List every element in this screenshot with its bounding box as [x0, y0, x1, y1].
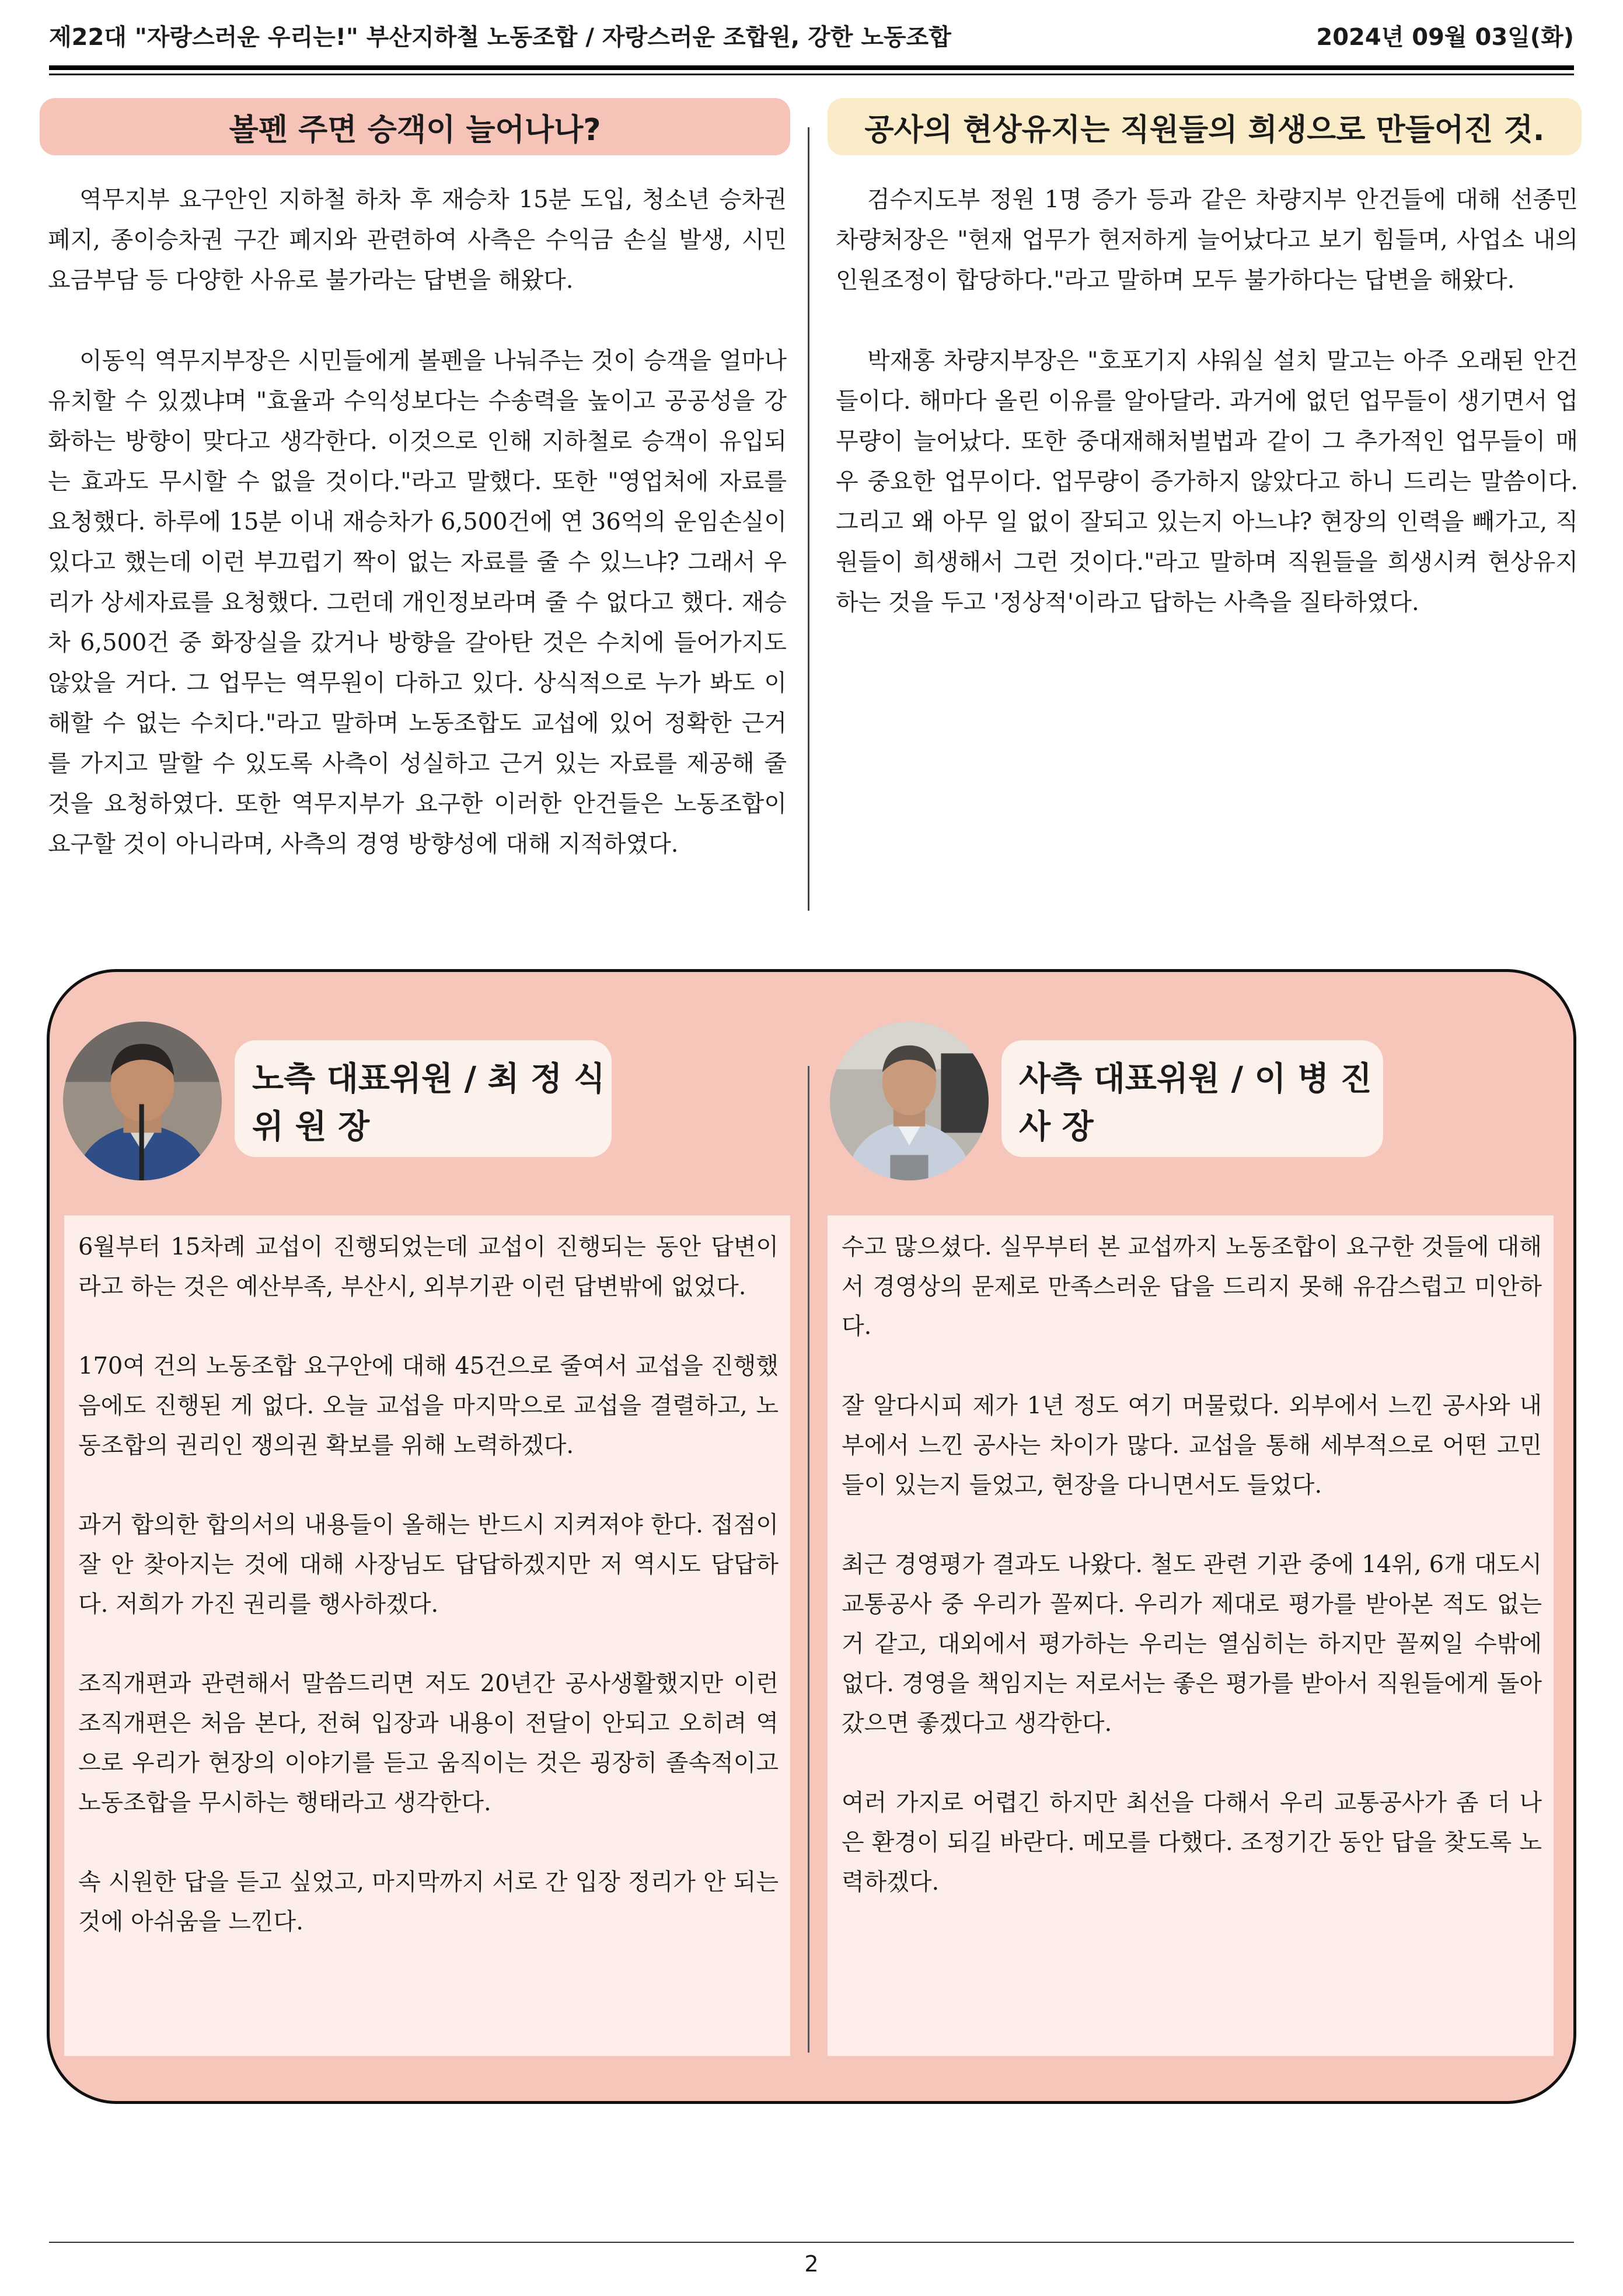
article-headline: 볼펜 주면 승객이 늘어나나? [40, 98, 790, 155]
management-representative-statement [828, 1215, 1554, 2056]
masthead [49, 15, 1574, 56]
interview-divider [808, 1066, 809, 2053]
statement-paragraph: 조직개편과 관련해서 말씀드리면 저도 20년간 공사생활했지만 이런 조직개편은 처음 본다, 전혀 입장과 내용이 전달이 안되고 오히려 역으로 우리가 현장의 이야기를 듣고 움직이는 것은 굉장히 졸속적이고 노동조합을 무시하는 행태라고 생각한다. [78, 1670, 779, 1816]
article-paragraph: 이동익 역무지부장은 시민들에게 볼펜을 나눠주는 것이 승객을 얼마나 유치할 수 있겠냐며 "효율과 수익성보다는 수송력을 높이고 공공성을 강화하는 방향이 맞다고 생각한다. 이것으로 인해 지하철로 승객이 유입되는 효과도 무시할 수 없을 것이다."라고 말했다. 또한 "영업처에 자료를 요청했다. 하루에 15분 이내 재승차가 6,500건에 연 36억의 운임손실이 있다고 했는데 이런 부끄럽기 짝이 없는 자료를 줄 수 있느냐? 그래서 우리가 상세자료를 요청했다. 그런데 개인정보라며 줄 수 없다고 했다. 재승차 6,500건 중 화장실을 갔거나 방향을 갈아탄 것은 수치에 들어가지도 않았을 거다. 그 업무는 역무원이 다하고 있다. 상식적으로 누가 봐도 이해할 수 없는 수치다."라고 말하며 노동조합도 교섭에 있어 정확한 근거를 가지고 말할 수 있도록 사측이 성실하고 근거 있는 자료를 제공해 줄 것을 요청하였다. 또한 역무지부가 요구한 이러한 안건들은 노동조합이 요구할 것이 아니라며, 사측의 경영 방향성에 대해 지적하였다. [48, 347, 787, 858]
article-body [828, 180, 1582, 623]
article-headline: 공사의 현상유지는 직원들의 희생으로 만들어진 것. [828, 98, 1582, 155]
header-rule-thick [49, 65, 1574, 70]
speaker-role: 위 원 장 [252, 1108, 370, 1146]
article-left [40, 98, 790, 865]
article-right [828, 98, 1582, 623]
header-rule-thin [49, 74, 1574, 75]
page-number: 2 [804, 2251, 819, 2277]
statement-paragraph: 6월부터 15차례 교섭이 진행되었는데 교섭이 진행되는 동안 답변이라고 하는 것은 예산부족, 부산시, 외부기관 이런 답변밖에 없었다. [78, 1234, 779, 1300]
union-representative-statement [64, 1215, 790, 2056]
statement-paragraph: 수고 많으셨다. 실무부터 본 교섭까지 노동조합이 요구한 것들에 대해서 경영상의 문제로 만족스러운 답을 드리지 못해 유감스럽고 미안하다. [842, 1234, 1542, 1340]
issue-date: 2024년 09월 03일(화) [1316, 24, 1574, 51]
statement-paragraph: 과거 합의한 합의서의 내용들이 올해는 반드시 지켜져야 한다. 접점이 잘 안 찾아지는 것에 대해 사장님도 답답하겠지만 저 역시도 답답하다. 저희가 가진 권리를 행사하겠다. [78, 1511, 779, 1618]
issue-line: 제22대 "자랑스러운 우리는!" 부산지하철 노동조합 / 자랑스러운 조합원, 강한 노동조합 [49, 24, 951, 51]
column-divider [808, 127, 809, 911]
statement-paragraph: 속 시원한 답을 듣고 싶었고, 마지막까지 서로 간 입장 정리가 안 되는 것에 아쉬움을 느낀다. [78, 1869, 779, 1935]
speaker-title: 사측 대표위원 / 이 병 진 [1019, 1060, 1372, 1098]
union-representative-namecard [235, 1040, 612, 1157]
article-paragraph: 역무지부 요구안인 지하철 하차 후 재승차 15분 도입, 청소년 승차권 폐지, 종이승차권 구간 폐지와 관련하여 사측은 수익금 손실 발생, 시민 요금부담 등 다양한 사유로 불가라는 답변을 해왔다. [48, 186, 787, 294]
article-body [40, 180, 790, 865]
union-representative-photo [63, 1022, 222, 1180]
management-representative-photo [830, 1022, 989, 1180]
statement-paragraph: 최근 경영평가 결과도 나왔다. 철도 관련 기관 중에 14위, 6개 대도시 교통공사 중 우리가 꼴찌다. 우리가 제대로 평가를 받아본 적도 없는 거 같고, 대외에서 평가하는 우리는 열심히는 하지만 꼴찌일 수밖에 없다. 경영을 책임지는 저로서는 좋은 평가를 받아서 직원들에게 돌아갔으면 좋겠다고 생각한다. [842, 1551, 1542, 1737]
speaker-role: 사 장 [1019, 1108, 1094, 1146]
article-paragraph: 검수지도부 정원 1명 증가 등과 같은 차량지부 안건들에 대해 선종민 차량처장은 "현재 업무가 현저하게 늘어났다고 보기 힘들며, 사업소 내의 인원조정이 합당하다."라고 말하며 모두 불가하다는 답변을 해왔다. [836, 186, 1578, 294]
statement-paragraph: 잘 알다시피 제가 1년 정도 여기 머물렀다. 외부에서 느낀 공사와 내부에서 느낀 공사는 차이가 많다. 교섭을 통해 세부적으로 어떤 고민들이 있는지 들었고, 현장을 다니면서도 들었다. [842, 1392, 1542, 1499]
footer-rule [49, 2242, 1574, 2243]
article-paragraph: 박재홍 차량지부장은 "호포기지 샤워실 설치 말고는 아주 오래된 안건들이다. 해마다 올린 이유를 알아달라. 과거에 없던 업무들이 생기면서 업무량이 늘어났다. 또한 중대재해처벌법과 같이 그 추가적인 업무들이 매우 중요한 업무이다. 업무량이 증가하지 않았다고 하니 드리는 말씀이다. 그리고 왜 아무 일 없이 잘되고 있는지 아느냐? 현장의 인력을 빼가고, 직원들이 희생해서 그런 것이다."라고 말하며 직원들을 희생시켜 현상유지 하는 것을 두고 '정상적'이라고 답하는 사측을 질타하였다. [836, 347, 1578, 616]
statement-paragraph: 170여 건의 노동조합 요구안에 대해 45건으로 줄여서 교섭을 진행했음에도 진행된 게 없다. 오늘 교섭을 마지막으로 교섭을 결렬하고, 노동조합의 권리인 쟁의권 확보를 위해 노력하겠다. [78, 1353, 779, 1459]
speaker-title: 노측 대표위원 / 최 정 식 [252, 1060, 605, 1098]
statement-paragraph: 여러 가지로 어렵긴 하지만 최선을 다해서 우리 교통공사가 좀 더 나은 환경이 되길 바란다. 메모를 다했다. 조정기간 동안 답을 찾도록 노력하겠다. [842, 1789, 1542, 1896]
management-representative-namecard [1001, 1040, 1383, 1157]
